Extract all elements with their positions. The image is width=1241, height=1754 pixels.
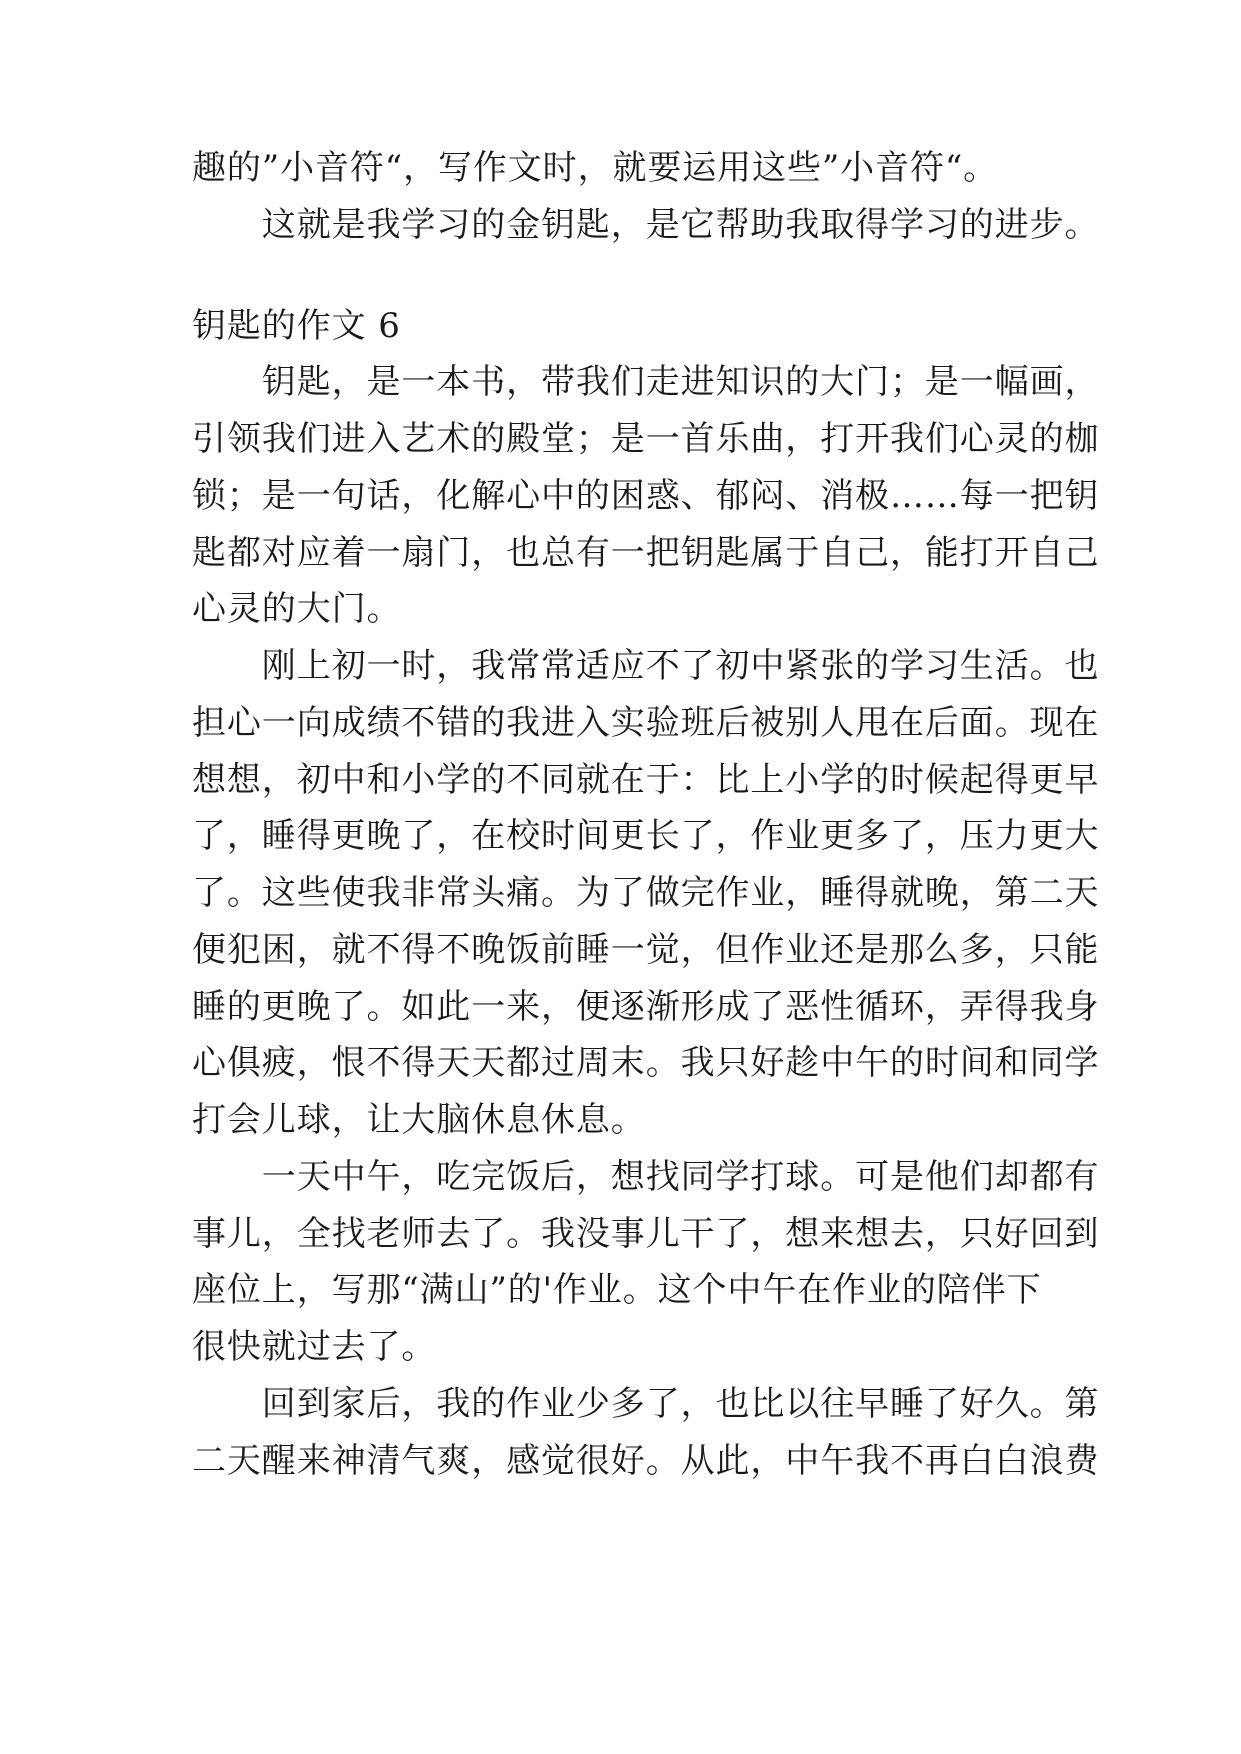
- text-line: 了。这些使我非常头痛。为了做完作业，睡得就晚，第二天: [192, 873, 1100, 913]
- text-line: 了，睡得更晚了，在校时间更长了，作业更多了，压力更大: [192, 816, 1100, 856]
- text-line: 回到家后，我的作业少多了，也比以往早睡了好久。第: [192, 1384, 1100, 1424]
- text-line: 趣的”小音符“，写作文时，就要运用这些”小音符“。: [192, 148, 999, 188]
- text-line: 二天醒来神清气爽，感觉很好。从此，中午我不再白白浪费: [192, 1441, 1100, 1481]
- text-line: 事儿，全找老师去了。我没事儿干了，想来想去，只好回到: [192, 1214, 1100, 1254]
- text-line: 座位上，写那“满山”的'作业。这个中午在作业的陪伴下: [192, 1270, 1042, 1310]
- text-line: 锁；是一句话，化解心中的困惑、郁闷、消极……每一把钥: [192, 476, 1100, 516]
- text-line: 匙都对应着一扇门，也总有一把钥匙属于自己，能打开自己: [192, 533, 1100, 573]
- text-line: 心灵的大门。: [192, 589, 402, 629]
- text-line: 便犯困，就不得不晚饭前睡一觉，但作业还是那么多，只能: [192, 930, 1100, 970]
- text-line: 想想，初中和小学的不同就在于：比上小学的时候起得更早: [192, 760, 1100, 800]
- text-line: 钥匙，是一本书，带我们走进知识的大门；是一幅画，: [192, 362, 1100, 402]
- text-line: 这就是我学习的金钥匙，是它帮助我取得学习的进步。: [192, 205, 1100, 245]
- text-line: 心俱疲，恨不得天天都过周末。我只好趁中午的时间和同学: [192, 1043, 1100, 1083]
- text-line: 一天中午，吃完饭后，想找同学打球。可是他们却都有: [192, 1157, 1100, 1197]
- text-line: 刚上初一时，我常常适应不了初中紧张的学习生活。也: [192, 646, 1100, 686]
- text-line: 睡的更晚了。如此一来，便逐渐形成了恶性循环，弄得我身: [192, 987, 1100, 1027]
- text-line: 引领我们进入艺术的殿堂；是一首乐曲，打开我们心灵的枷: [192, 419, 1100, 459]
- section-title: 钥匙的作文 6: [192, 306, 401, 346]
- text-line: 打会儿球，让大脑休息休息。: [192, 1100, 646, 1140]
- text-line: 很快就过去了。: [192, 1327, 437, 1367]
- text-line: 担心一向成绩不错的我进入实验班后被别人甩在后面。现在: [192, 703, 1100, 743]
